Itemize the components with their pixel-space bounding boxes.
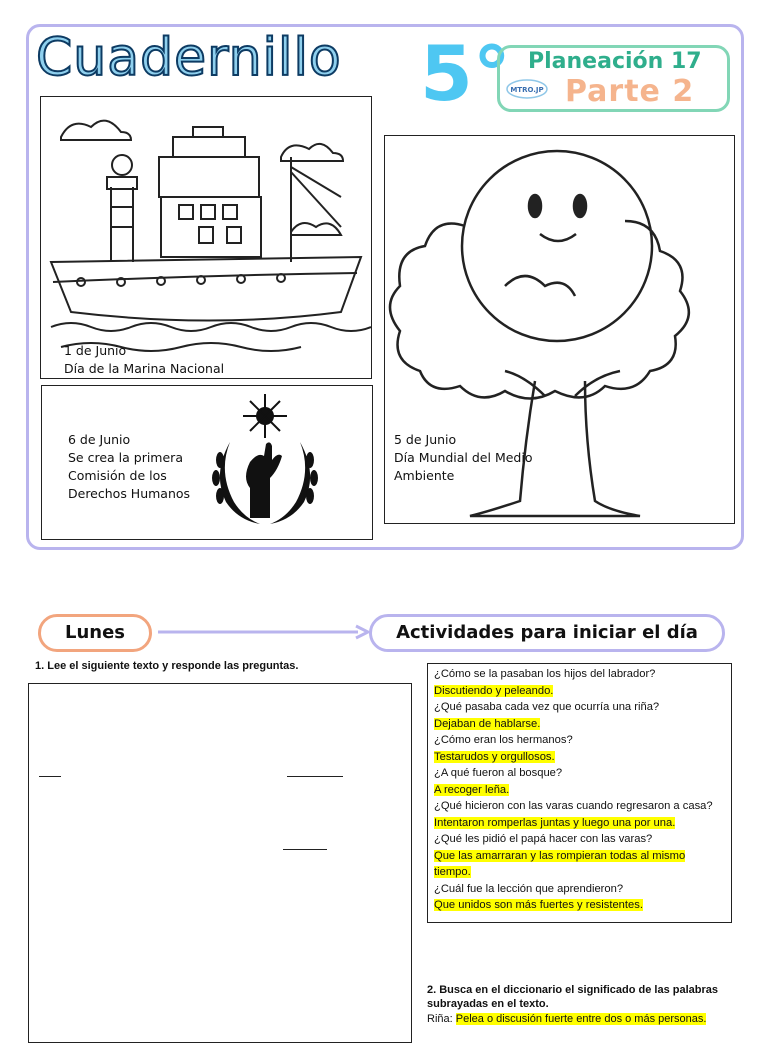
definition-meaning: Pelea o discusión fuerte entre dos o más personas.	[455, 1013, 707, 1025]
earth-date: 5 de Junio	[394, 432, 457, 447]
svg-text:MTRO.JP: MTRO.JP	[510, 86, 544, 94]
qa-item	[434, 798, 725, 831]
boat-date: 1 de Junio	[64, 343, 127, 358]
day-label: Lunes	[38, 614, 152, 652]
instruction-1: 1. Lee el siguiente texto y responde las preguntas.	[35, 660, 299, 672]
question: ¿Qué les pidió el papá hacer con las varas?	[434, 833, 653, 845]
qa-item	[434, 765, 725, 798]
text-blank	[287, 776, 343, 777]
qa-item	[434, 666, 725, 699]
question: ¿Qué pasaba cada vez que ocurría una riña?	[434, 701, 660, 713]
answers-box	[427, 663, 732, 923]
rights-line3: Derechos Humanos	[68, 486, 191, 501]
human-rights-emblem	[200, 392, 330, 532]
qa-item	[434, 732, 725, 765]
qa-item	[434, 881, 725, 914]
answer: Intentaron romperlas juntas y luego una por una.	[434, 816, 676, 829]
earth-caption	[394, 431, 532, 485]
answer: Discutiendo y peleando.	[434, 684, 554, 697]
plan-title: Planeación 17	[528, 49, 702, 74]
earth-line1: Día Mundial del Medio	[394, 450, 533, 465]
arrow-right-icon	[158, 624, 370, 640]
question: ¿Qué hicieron con las varas cuando regresaron a casa?	[434, 800, 713, 812]
answer: Que las amarraran y las rompieran todas al mismo	[434, 849, 686, 862]
boat-caption	[64, 342, 224, 378]
question: ¿Cómo eran los hermanos?	[434, 734, 573, 746]
question: ¿Cuál fue la lección que aprendieron?	[434, 882, 624, 895]
boat-illustration	[41, 97, 371, 378]
question: ¿A qué fueron al bosque?	[434, 767, 563, 779]
reading-text-box	[28, 683, 412, 1043]
instruction-2: 2. Busca en el diccionario el significado de las palabras subrayadas en el texto.	[427, 984, 718, 1010]
text-blank	[283, 849, 327, 850]
section-title: Actividades para iniciar el día	[369, 614, 725, 652]
rights-date: 6 de Junio	[68, 432, 131, 447]
rights-caption	[68, 431, 190, 503]
answer: Dejaban de hablarse.	[434, 717, 541, 730]
author-logo	[505, 78, 549, 100]
text-blank	[39, 776, 61, 777]
qa-item	[434, 831, 725, 881]
plan-part: Parte 2	[565, 74, 695, 109]
earth-line2: Ambiente	[394, 468, 455, 483]
boat-event: Día de la Marina Nacional	[64, 361, 225, 376]
answer: Testarudos y orgullosos.	[434, 750, 555, 763]
definition-word: Riña:	[427, 1013, 453, 1025]
question: ¿Cómo se la pasaban los hijos del labrador?	[434, 668, 656, 680]
definition-line	[427, 1013, 706, 1025]
grade-label: 5°	[420, 29, 511, 118]
answer: A recoger leña.	[434, 783, 510, 796]
rights-line2: Comisión de los	[68, 468, 167, 483]
rights-line1: Se crea la primera	[68, 450, 183, 465]
boat-panel	[40, 96, 372, 379]
answer: tiempo.	[434, 866, 471, 878]
qa-item	[434, 699, 725, 732]
notebook-title: Cuadernillo	[36, 28, 342, 88]
answer: Que unidos son más fuertes y resistentes.	[434, 899, 643, 911]
